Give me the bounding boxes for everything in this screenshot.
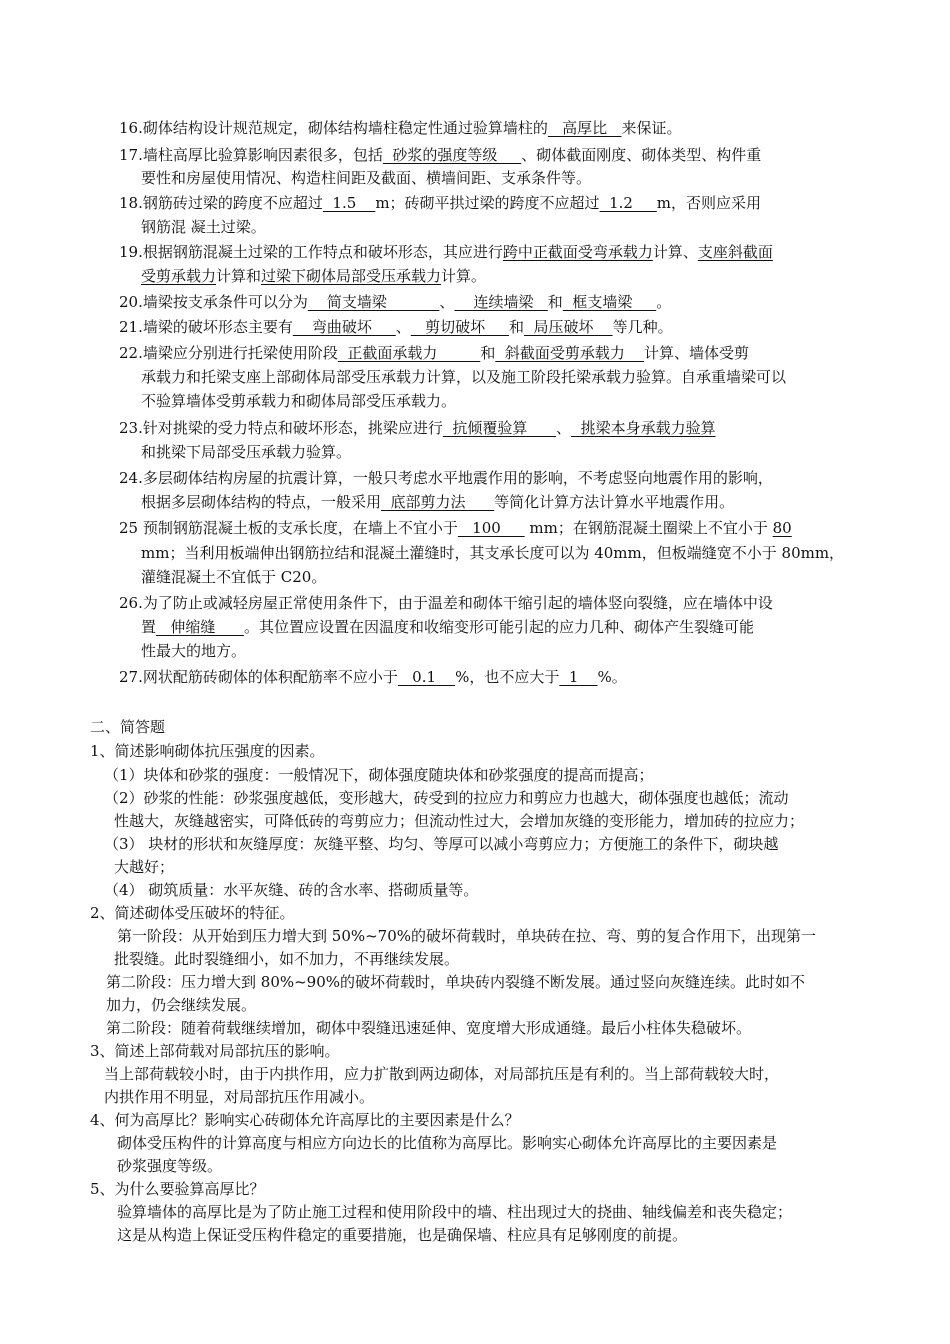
q16-text: 16.砌体结构设计规范规定，砌体结构墙柱稳定性通过验算墙柱的 bbox=[119, 119, 548, 137]
q20-line1 bbox=[119, 292, 671, 312]
q24-text: 根据多层砌体结构的特点，一般采用 bbox=[141, 493, 382, 511]
q24-line1: 24.多层砌体结构房屋的抗震计算，一般只考虑水平地震作用的影响，不考虑竖向地震作用的影响， bbox=[119, 469, 773, 487]
q22-line3: 不验算墙体受剪承载力和砌体局部受压承载力。 bbox=[141, 392, 457, 410]
q22-line2: 承载力和托梁支座上部砌体局部受压承载力计算，以及施工阶段托梁承载力验算。自承重墙梁可以 bbox=[141, 368, 787, 386]
q21-sep1: 、 bbox=[395, 318, 411, 336]
q17-line1 bbox=[119, 145, 761, 165]
q25-text: 25 预制钢筋混凝土板的支承长度，在墙上不宜小于 bbox=[119, 519, 458, 537]
q20-answer-2: 连续墙梁 bbox=[454, 293, 548, 311]
q19-answer-1: 跨中正截面受弯承载力 bbox=[502, 243, 653, 261]
q19-text: 19.根据钢筋混凝土过梁的工作特点和破坏形态，其应进行 bbox=[119, 243, 503, 261]
q17-answer: 砂浆的强度等级 bbox=[382, 146, 522, 164]
sa2-title: 2、简述砌体受压破坏的特征。 bbox=[90, 904, 295, 922]
sa1-p4: （4） 砌筑质量：水平灰缝、砖的含水率、搭砌质量等。 bbox=[104, 881, 479, 899]
q22-tail: 计算、墙体受剪 bbox=[643, 344, 749, 362]
sa5-p1a: 验算墙体的高厚比是为了防止施工过程和使用阶段中的墙、柱出现过大的挠曲、轴线偏差和丧失稳定； bbox=[117, 1203, 793, 1221]
q26-line2 bbox=[141, 617, 754, 637]
q21-answer-3: 局压破坏 bbox=[523, 318, 613, 336]
sa2-p2a: 第二阶段：压力增大到 80%~90%的破坏荷载时，单块砖内裂缝不断发展。通过竖向灰缝连续。此时如不 bbox=[106, 973, 806, 991]
q23-line1 bbox=[119, 418, 716, 438]
sa3-p1a: 当上部荷载较小时，由于内拱作用，应力扩散到两边砌体，对局部抗压是有利的。当上部荷载较大时， bbox=[104, 1065, 780, 1083]
q18-line2: 钢筋混 凝土过梁。 bbox=[141, 218, 266, 236]
q20-text: 20.墙梁按支承条件可以分为 bbox=[119, 293, 308, 311]
sa5-title: 5、为什么要验算高厚比？ bbox=[90, 1180, 265, 1198]
q21-tail: 等几种。 bbox=[612, 318, 673, 336]
q18-answer-2: 1.2 bbox=[599, 194, 657, 212]
q19-answer-2a: 支座斜截面 bbox=[697, 243, 773, 261]
q26-line3: 性最大的地方。 bbox=[141, 642, 247, 660]
sa3-title: 3、简述上部荷载对局部抗压的影响。 bbox=[90, 1042, 340, 1060]
q21-answer-2: 剪切破坏 bbox=[410, 318, 509, 336]
q19-tail: 计算。 bbox=[441, 267, 487, 285]
q27-line1 bbox=[119, 667, 627, 687]
q26-tail: 。其位置应设置在因温度和收缩变形可能引起的应力几种、砌体产生裂缝可能 bbox=[243, 618, 754, 636]
q21-text: 21.墙梁的破坏形态主要有 bbox=[119, 318, 293, 336]
q26-text: 置 bbox=[141, 618, 157, 636]
sa2-p1a: 第一阶段：从开始到压力增大到 50%~70%的破坏荷载时，单块砖在拉、弯、剪的复合作用下，出现第一 bbox=[117, 927, 817, 945]
q21-line1 bbox=[119, 317, 673, 337]
sa2-p3: 第二阶段：随着荷载继续增加，砌体中裂缝迅速延伸、宽度增大形成通缝。最后小柱体失稳破坏。 bbox=[106, 1019, 752, 1037]
q23-sep: 、 bbox=[556, 419, 572, 437]
sa4-p1b: 砂浆强度等级。 bbox=[117, 1157, 223, 1175]
q23-text: 23.针对挑梁的受力特点和破坏形态，挑梁应进行 bbox=[119, 419, 443, 437]
section2-heading: 二、简答题 bbox=[90, 718, 166, 736]
q25-line2: mm；当利用板端伸出钢筋拉结和混凝土灌缝时，其支承长度可以为 40mm，但板端缝宽不小于 80mm， bbox=[141, 544, 845, 562]
sa2-p1b: 批裂缝。此时裂缝细小，如不加力，不再继续发展。 bbox=[114, 950, 460, 968]
q22-line1 bbox=[119, 343, 749, 363]
q18-answer-1: 1.5 bbox=[322, 194, 376, 212]
q25-line3: 灌缝混凝土不宜低于 C20。 bbox=[141, 568, 327, 586]
sa4-p1a: 砌体受压构件的计算高度与相应方向边长的比值称为高厚比。影响实心砌体允许高厚比的主要因素是 bbox=[117, 1134, 778, 1152]
q16-tail: 来保证。 bbox=[621, 119, 682, 137]
q19-answer-3: 过梁下砌体局部受压承载力 bbox=[261, 267, 442, 285]
q27-answer-2: 1 bbox=[559, 668, 598, 686]
q19-line1 bbox=[119, 242, 773, 262]
q25-mid: mm；在钢筋混凝土圈梁上不宜小于 bbox=[524, 519, 773, 537]
sa1-title: 1、简述影响砌体抗压强度的因素。 bbox=[90, 742, 325, 760]
q27-tail: %。 bbox=[597, 668, 627, 686]
q25-answer-2: 80 bbox=[772, 519, 792, 537]
q22-answer-1: 正截面承载力 bbox=[337, 344, 481, 362]
sa2-p2b: 加力，仍会继续发展。 bbox=[106, 996, 257, 1014]
q20-answer-1: 简支墙梁 bbox=[307, 293, 440, 311]
sa1-p1: （1）块体和砂浆的强度：一般情况下，砌体强度随块体和砂浆强度的提高而提高； bbox=[104, 766, 654, 784]
q18-line1 bbox=[119, 193, 761, 213]
q24-line2 bbox=[141, 492, 734, 512]
sa1-p3a: （3） 块材的形状和灰缝厚度：灰缝平整、均匀、等厚可以减小弯剪应力；方便施工的条件下，砌块越 bbox=[104, 835, 779, 853]
q23-answer-2: 挑梁本身承载力验算 bbox=[571, 419, 716, 437]
q22-sep: 和 bbox=[480, 344, 496, 362]
q18-text: 18.钢筋砖过梁的跨度不应超过 bbox=[119, 194, 323, 212]
q23-answer-1: 抗倾覆验算 bbox=[442, 419, 557, 437]
q26-answer: 伸缩缝 bbox=[156, 618, 244, 636]
q24-answer: 底部剪力法 bbox=[381, 493, 495, 511]
sa1-p2a: （2）砂浆的性能：砂浆强度越低，变形越大，砖受到的拉应力和剪应力也越大，砌体强度也越低；流动 bbox=[104, 789, 789, 807]
q17-tail: 、砌体截面刚度、砌体类型、构件重 bbox=[521, 146, 762, 164]
q19-mid: 计算、 bbox=[652, 243, 698, 261]
q20-answer-3: 框支墙梁 bbox=[562, 293, 657, 311]
q27-text: 27.网状配筋砖砌体的体积配筋率不应小于 bbox=[119, 668, 398, 686]
q17-text: 17.墙柱高厚比验算影响因素很多，包括 bbox=[119, 146, 383, 164]
sa3-p1b: 内拱作用不明显，对局部抗压作用减小。 bbox=[104, 1088, 375, 1106]
q21-answer-1: 弯曲破坏 bbox=[292, 318, 396, 336]
q20-tail: 。 bbox=[656, 293, 672, 311]
q17-line2: 要性和房屋使用情况、构造柱间距及截面、横墙间距、支承条件等。 bbox=[141, 169, 592, 187]
q27-mid: %，也不应大于 bbox=[455, 668, 560, 686]
q22-text: 22.墙梁应分别进行托梁使用阶段 bbox=[119, 344, 338, 362]
q21-sep2: 和 bbox=[508, 318, 524, 336]
q20-sep2: 和 bbox=[547, 293, 563, 311]
sa4-title: 4、何为高厚比？影响实心砖砌体允许高厚比的主要因素是什么？ bbox=[90, 1111, 520, 1129]
sa1-p2b: 性越大，灰缝越密实，可降低砖的弯剪应力；但流动性过大，会增加灰缝的变形能力，增加砖的拉应力； bbox=[114, 812, 805, 830]
q20-sep1: 、 bbox=[439, 293, 455, 311]
q22-answer-2: 斜截面受剪承载力 bbox=[495, 344, 644, 362]
q16-line1 bbox=[119, 118, 681, 138]
sa1-p3b: 大越好； bbox=[114, 858, 175, 876]
q16-answer: 高厚比 bbox=[547, 119, 622, 137]
q25-line1 bbox=[119, 518, 792, 538]
q19-answer-2b: 受剪承载力 bbox=[141, 267, 217, 285]
q18-mid: m；砖砌平拱过梁的跨度不应超过 bbox=[375, 194, 600, 212]
q24-tail: 等简化计算方法计算水平地震作用。 bbox=[494, 493, 735, 511]
q26-line1: 26.为了防止或减轻房屋正常使用条件下，由于温差和砌体干缩引起的墙体竖向裂缝，应在墙体中设 bbox=[119, 594, 773, 612]
sa5-p1b: 这是从构造上保证受压构件稳定的重要措施，也是确保墙、柱应具有足够刚度的前提。 bbox=[117, 1226, 688, 1244]
q23-line2: 和挑梁下局部受压承载力验算。 bbox=[141, 443, 352, 461]
q19-line2 bbox=[141, 266, 486, 286]
q18-tail: m，否则应采用 bbox=[656, 194, 762, 212]
q27-answer-1: 0.1 bbox=[397, 668, 456, 686]
q19-mid2: 计算和 bbox=[216, 267, 262, 285]
q25-answer-1: 100 bbox=[457, 519, 525, 537]
